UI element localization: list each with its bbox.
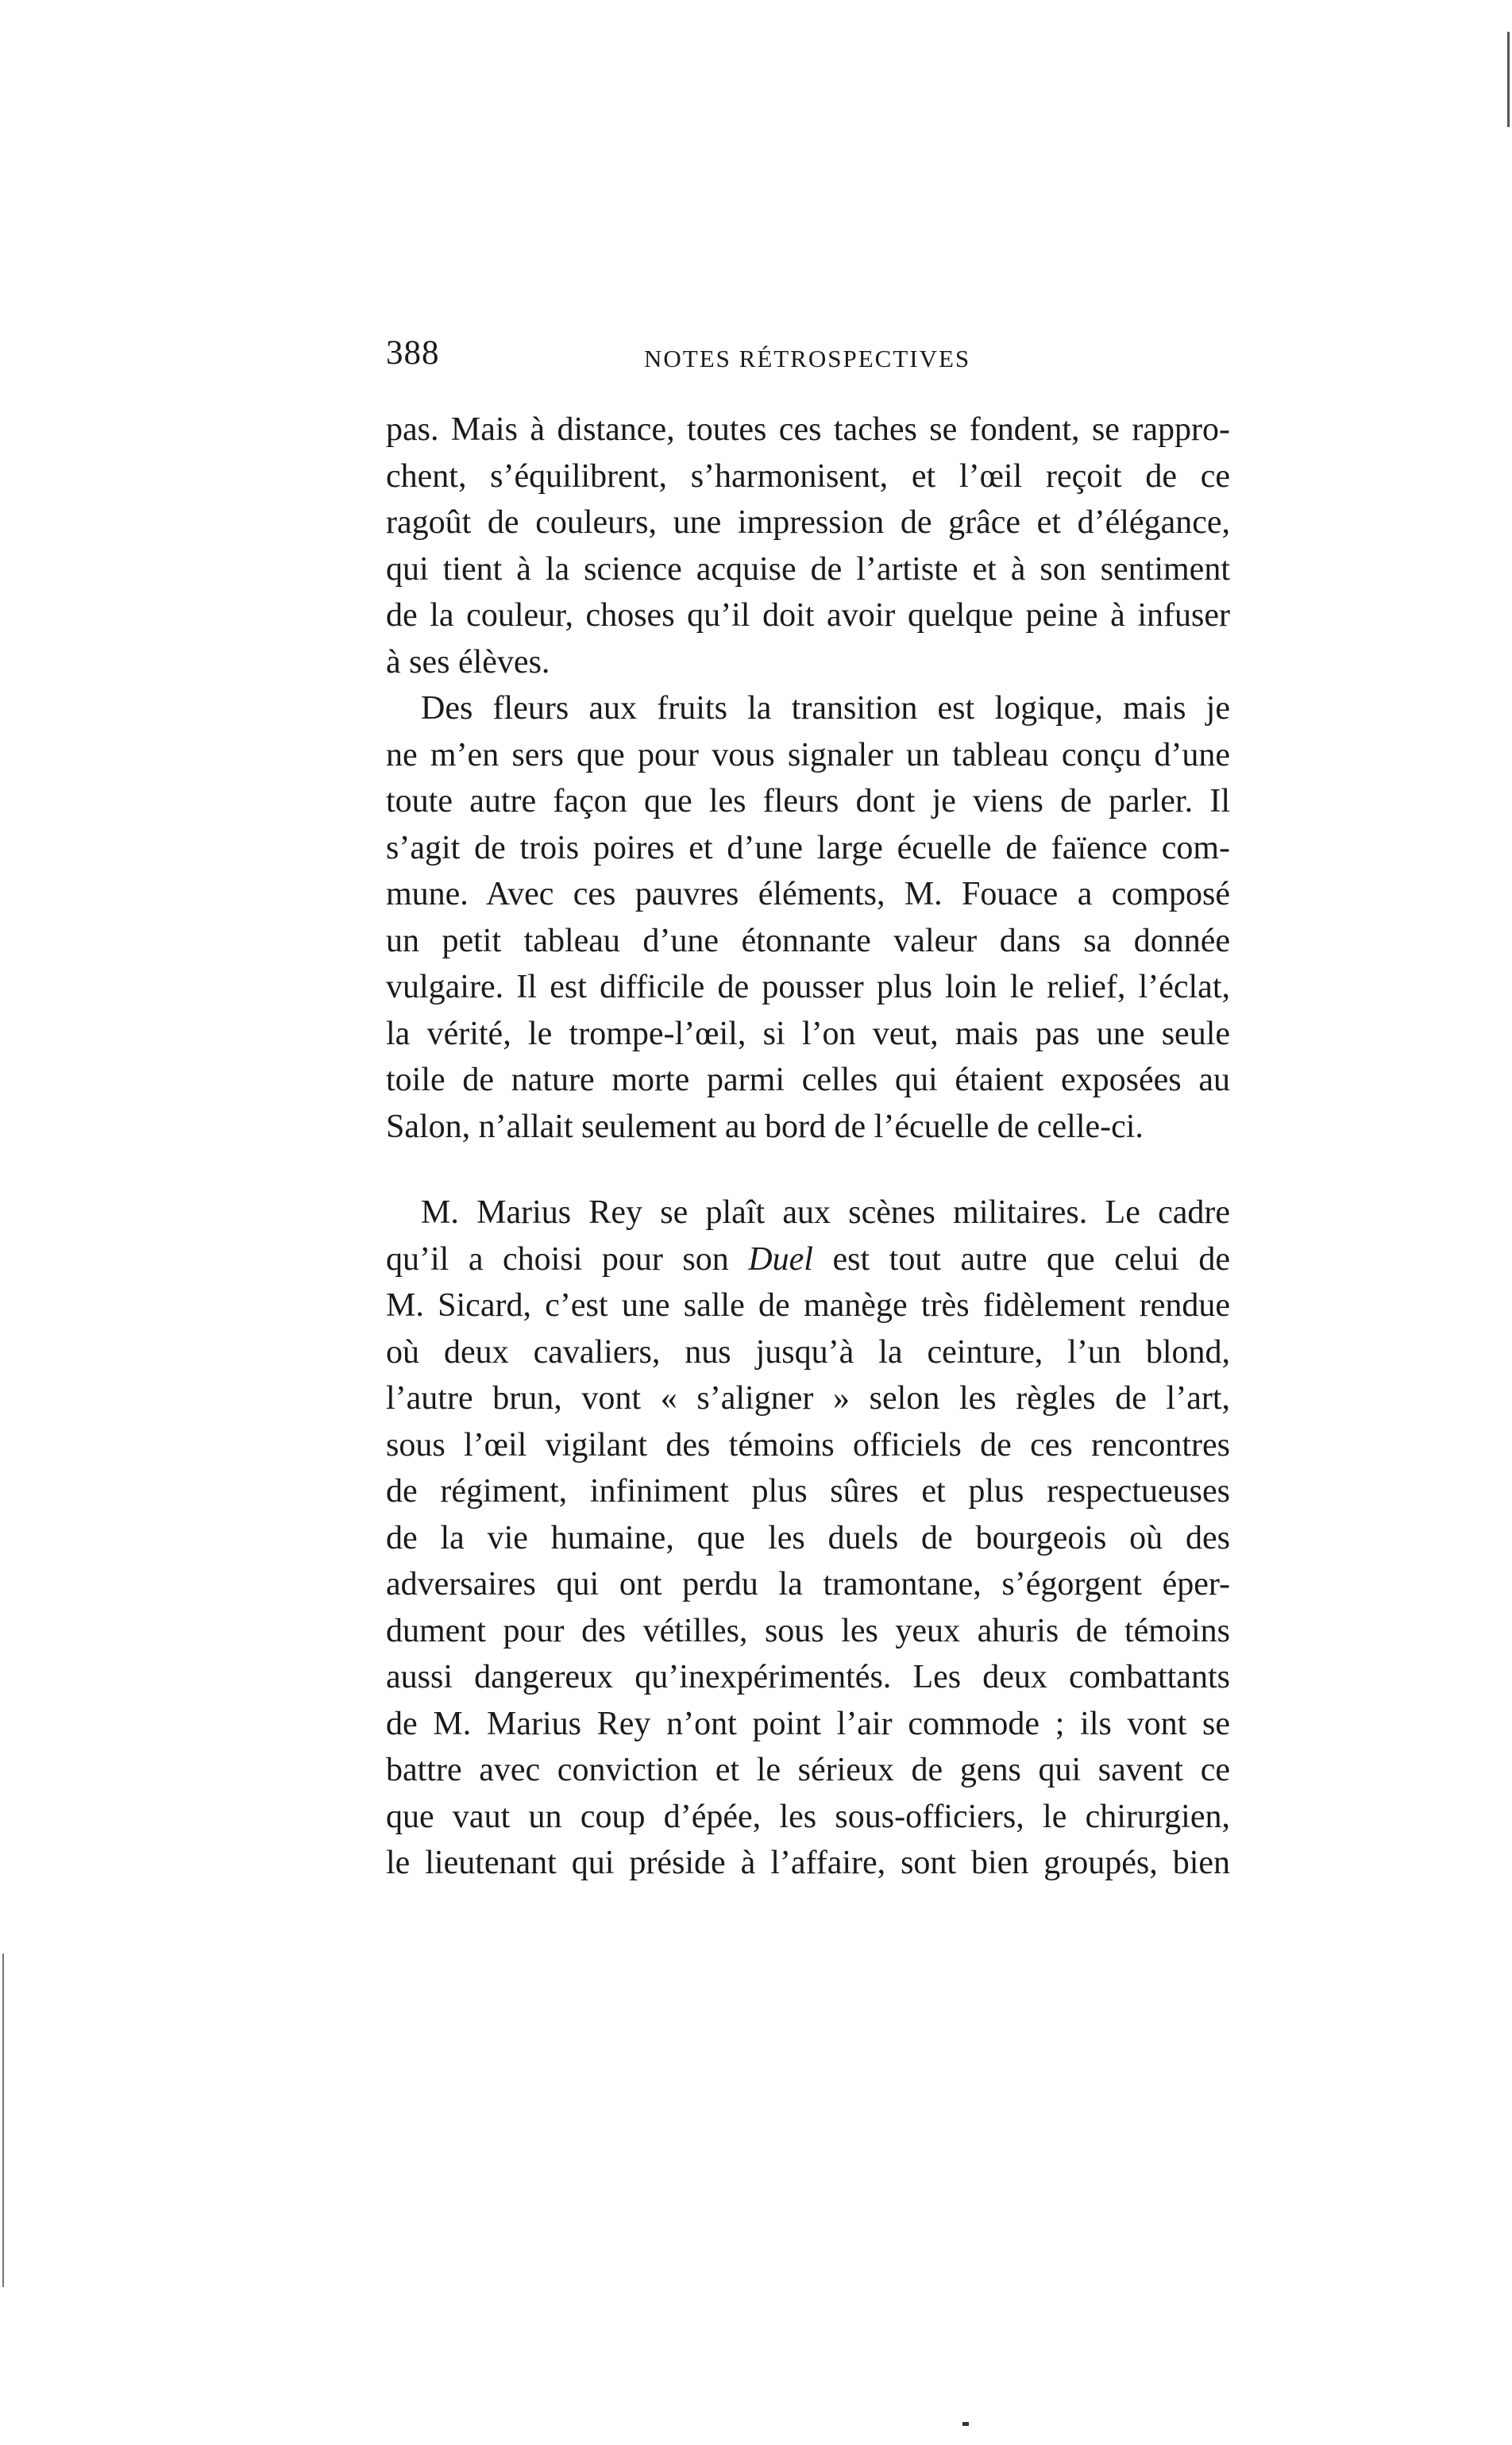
text-line: qui tient à la science acquise de l’artiste et à son sentiment (386, 550, 1230, 588)
text-line: s’agit de trois poires et d’une large écuelle de faïence com- (386, 829, 1230, 866)
italic-title: Duel (748, 1240, 813, 1278)
text-line: mune. Avec ces pauvres éléments, M. Fouace a composé (386, 876, 1230, 912)
paragraph (386, 685, 1230, 1150)
body-text (386, 407, 1230, 1887)
text-line: l’autre brun, vont « s’aligner » selon les règles de l’art, (386, 1380, 1230, 1417)
scan-edge-line (1507, 32, 1510, 127)
text-fragment: qu’il a choisi pour son (386, 1240, 749, 1278)
page-number: 388 (386, 334, 440, 372)
paragraph (386, 1190, 1230, 1887)
text-line: de la couleur, choses qu’il doit avoir quelque peine à infuser (386, 597, 1230, 634)
text-line: battre avec conviction et le sérieux de gens qui savent ce (386, 1752, 1230, 1788)
text-line: de M. Marius Rey n’ont point l’air commode ; ils vont se (386, 1705, 1230, 1742)
text-line: la vérité, le trompe-l’œil, si l’on veut, mais pas une seule (386, 1015, 1230, 1052)
text-line: aussi dangereux qu’inexpérimentés. Les deux combattants (386, 1659, 1230, 1695)
text-line: toute autre façon que les fleurs dont je viens de parler. Il (386, 783, 1230, 819)
text-line: où deux cavaliers, nus jusqu’à la ceinture, l’un blond, (386, 1333, 1230, 1371)
text-line: dument pour des vétilles, sous les yeux ahuris de témoins (386, 1612, 1230, 1649)
text-line: vulgaire. Il est difficile de pousser plus loin le relief, l’éclat, (386, 969, 1230, 1005)
text-line: de la vie humaine, que les duels de bourgeois où des (386, 1519, 1230, 1556)
text-line (386, 1236, 1230, 1283)
text-line: ne m’en sers que pour vous signaler un tableau conçu d’une (386, 736, 1230, 773)
text-line: toile de nature morte parmi celles qui étaient exposées au (386, 1062, 1230, 1098)
text-line: le lieutenant qui préside à l’affaire, sont bien groupés, bien (386, 1845, 1230, 1881)
scan-edge-line-left (2, 1953, 4, 2287)
page-header (386, 334, 1230, 389)
text-line: sous l’œil vigilant des témoins officiels de ces rencontres (386, 1426, 1230, 1464)
scan-mark (962, 2422, 969, 2426)
text-line: que vaut un coup d’épée, les sous-officiers, le chirurgien, (386, 1798, 1230, 1835)
text-line: Salon, n’allait seulement au bord de l’écuelle de celle-ci. (386, 1108, 1144, 1145)
section-gap (386, 1150, 1230, 1190)
text-line: Des fleurs aux fruits la transition est logique, mais je (421, 690, 1230, 727)
text-line: ragoût de couleurs, une impression de grâce et d’élégance, (386, 504, 1230, 541)
text-line: à ses élèves. (386, 643, 550, 681)
text-line: adversaires qui ont perdu la tramontane, s’égorgent éper- (386, 1566, 1230, 1602)
text-line: de régiment, infiniment plus sûres et plus respectueuses (386, 1473, 1230, 1510)
text-line: chent, s’équilibrent, s’harmonisent, et l’œil reçoit de ce (386, 457, 1230, 495)
text-line: M. Marius Rey se plaît aux scènes militaires. Le cadre (421, 1194, 1230, 1231)
text-line: pas. Mais à distance, toutes ces taches se fondent, se rappro- (386, 411, 1230, 448)
text-line: M. Sicard, c’est une salle de manège très fidèlement rendue (386, 1287, 1230, 1324)
text-fragment: est tout autre que celui de (812, 1240, 1230, 1278)
text-line: un petit tableau d’une étonnante valeur dans sa donnée (386, 922, 1230, 959)
paragraph (386, 407, 1230, 685)
running-head: NOTES RÉTROSPECTIVES (644, 345, 971, 372)
